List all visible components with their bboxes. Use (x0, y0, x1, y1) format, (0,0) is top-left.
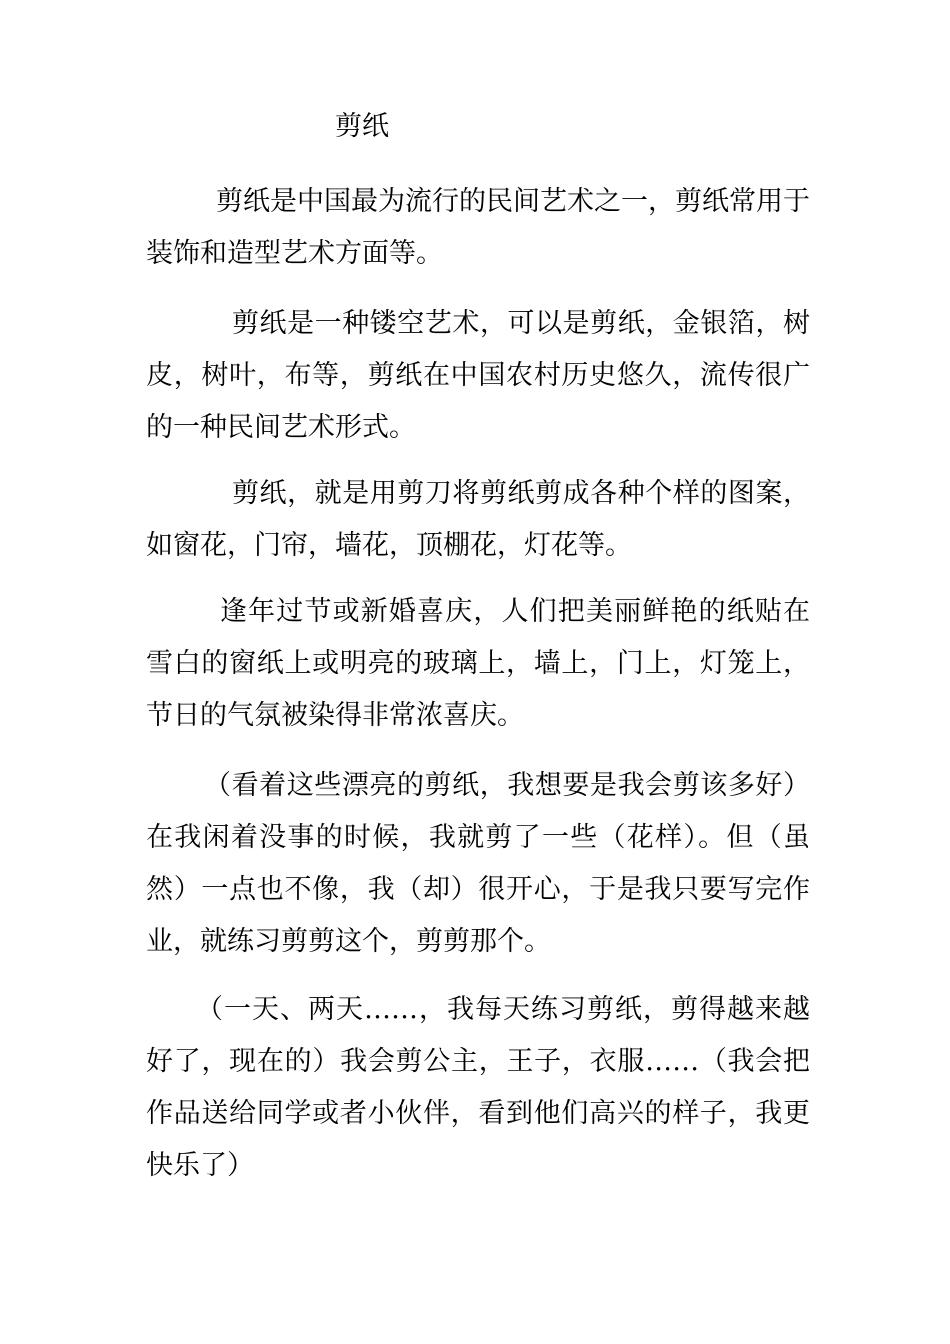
paragraph-1: 剪纸是中国最为流行的民间艺术之一，剪纸常用于装饰和造型艺术方面等。 (146, 186, 810, 269)
paragraph-6: （一天、两天……，我每天练习剪纸，剪得越来越好了，现在的）我会剪公主，王子，衣服……（我会把作品送给同学或者小伙伴，看到他们高兴的样子，我更快乐了） (146, 994, 810, 1181)
paragraph-3: 剪纸，就是用剪刀将剪纸剪成各种个样的图案，如窗花，门帘，墙花，顶棚花，灯花等。 (146, 478, 810, 561)
paragraph-2: 剪纸是一种镂空艺术，可以是剪纸，金银箔，树皮，树叶，布等，剪纸在中国农村历史悠久，流传很广的一种民间艺术形式。 (146, 308, 810, 443)
paragraph-5: （看着这些漂亮的剪纸，我想要是我会剪该多好）在我闲着没事的时候，我就剪了一些（花样）。但（虽然）一点也不像，我（却）很开心，于是我只要写完作业，就练习剪剪这个，剪剪那个。 (146, 770, 810, 957)
document-title: 剪纸 (335, 111, 389, 142)
paragraph-4: 逢年过节或新婚喜庆，人们把美丽鲜艳的纸贴在雪白的窗纸上或明亮的玻璃上，墙上，门上，灯笼上，节日的气氛被染得非常浓喜庆。 (146, 596, 810, 731)
